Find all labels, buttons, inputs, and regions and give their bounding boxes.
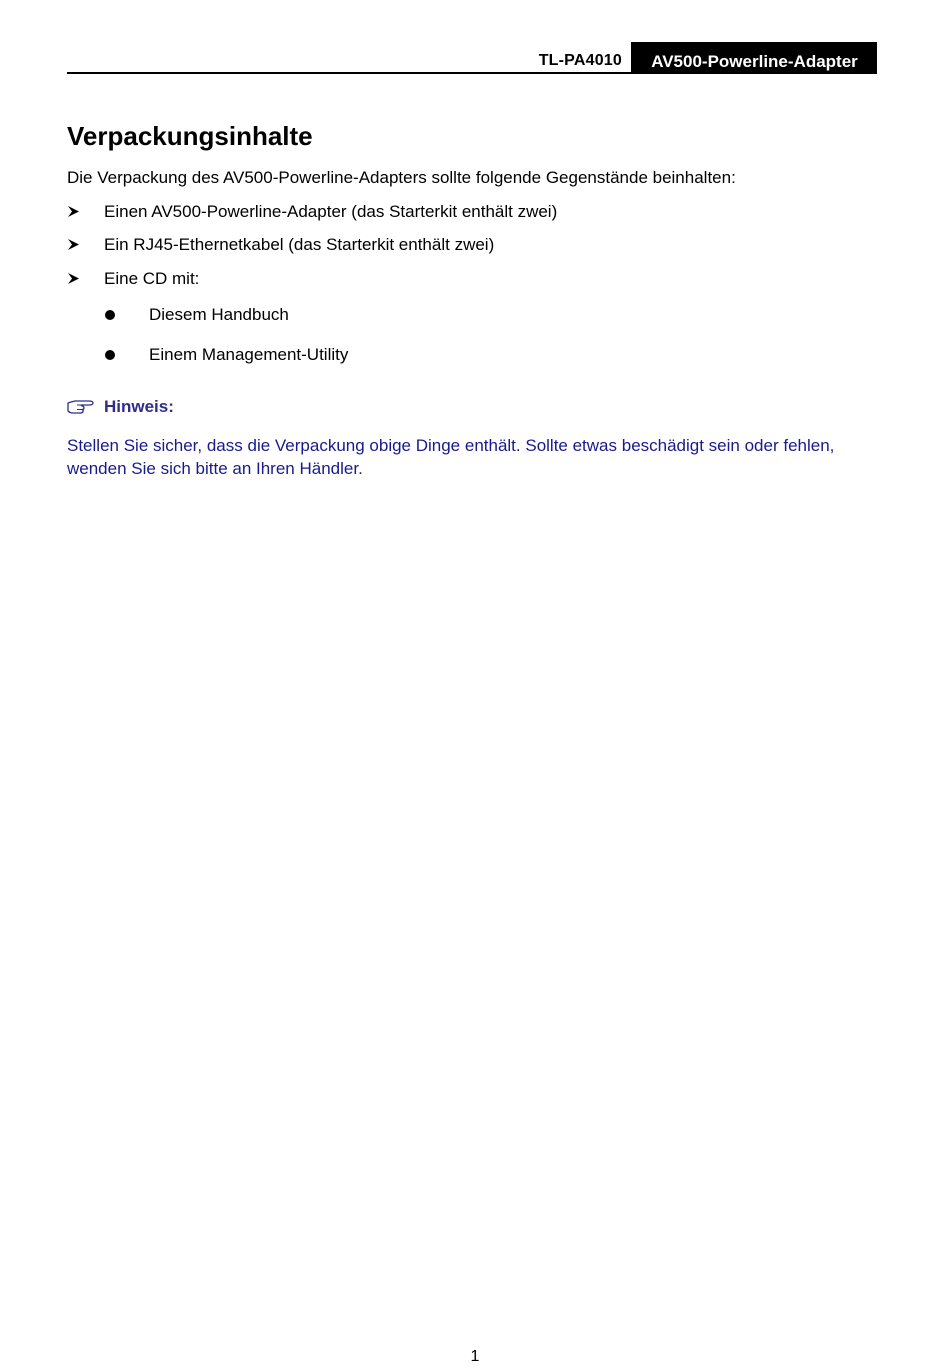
page-title: Verpackungsinhalte bbox=[67, 121, 313, 151]
header-bar-edge bbox=[874, 42, 877, 74]
dot-bullet-icon bbox=[105, 350, 115, 360]
arrow-bullet-icon bbox=[67, 238, 80, 251]
page-number: 1 bbox=[470, 1348, 480, 1365]
list-item-label: Eine CD mit: bbox=[104, 269, 200, 288]
arrow-bullet-icon bbox=[67, 272, 80, 285]
header-product: AV500-Powerline-Adapter bbox=[631, 42, 876, 74]
intro-text: Die Verpackung des AV500-Powerline-Adapters sollte folgende Gegenstände beinhalten: bbox=[67, 168, 736, 187]
sub-list-item-label: Einem Management-Utility bbox=[149, 345, 349, 364]
note-label: Hinweis: bbox=[104, 397, 174, 416]
arrow-bullet-icon bbox=[67, 205, 80, 218]
list-item-label: Einen AV500-Powerline-Adapter (das Starterkit enthält zwei) bbox=[104, 202, 558, 221]
header-model: TL-PA4010 bbox=[538, 52, 622, 69]
note-text: Stellen Sie sicher, dass die Verpackung obige Dinge enthält. Sollte etwas beschädigt sein oder fehlen, wenden Sie sich bitte an Ihren Händler. bbox=[67, 436, 835, 478]
dot-bullet-icon bbox=[105, 310, 115, 320]
header-rule bbox=[67, 72, 876, 74]
sub-list-item-label: Diesem Handbuch bbox=[149, 305, 289, 324]
list-item-label: Ein RJ45-Ethernetkabel (das Starterkit enthält zwei) bbox=[104, 235, 495, 254]
pointing-hand-icon bbox=[67, 398, 95, 414]
page-header bbox=[67, 42, 876, 74]
